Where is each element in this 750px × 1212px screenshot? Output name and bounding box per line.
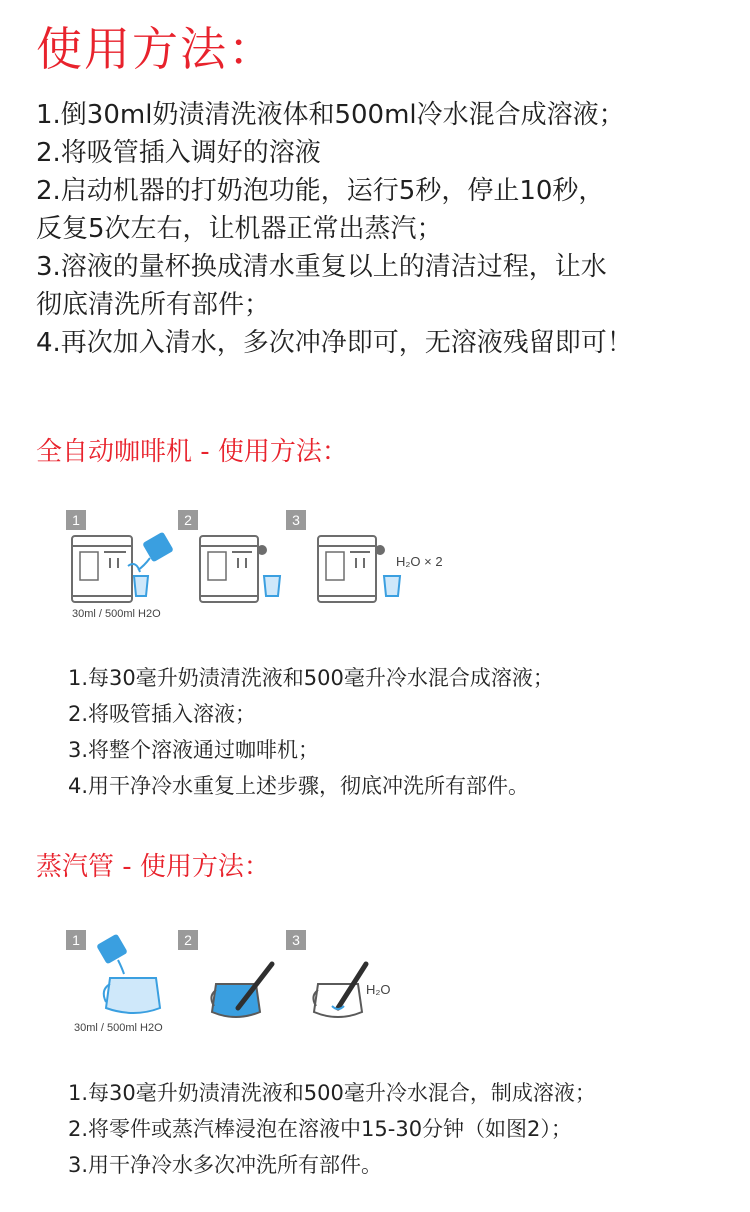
step-number-box: 3 xyxy=(286,510,306,530)
main-step: 2.启动机器的打奶泡功能，运行5秒，停止10秒， xyxy=(36,176,605,206)
coffee-machine-steps xyxy=(68,660,554,804)
milk-pitcher-icon xyxy=(104,978,160,1013)
step-number-box: 1 xyxy=(66,510,86,530)
main-step: 1.倒30ml奶渍清洗液体和500ml冷水混合成溶液； xyxy=(36,100,625,130)
coffee-machine-step: 1.每30毫升奶渍清洗液和500毫升冷水混合成溶液； xyxy=(68,666,554,690)
water-label: H₂O xyxy=(366,982,391,997)
steam-wand-steps xyxy=(68,1075,596,1183)
coffee-machine-icon xyxy=(200,536,267,602)
step-number-box: 1 xyxy=(66,930,86,950)
coffee-machine-section-title: 全自动咖啡机 - 使用方法： xyxy=(36,437,348,467)
water-repeat-label: H₂O × 2 xyxy=(396,554,443,569)
coffee-machine-illustration xyxy=(0,500,750,630)
main-step: 反复5次左右，让机器正常出蒸汽； xyxy=(36,214,443,244)
steam-wand-section-title: 蒸汽管 - 使用方法： xyxy=(36,852,270,882)
milk-pitcher-icon xyxy=(313,984,362,1017)
step-number-box: 2 xyxy=(178,510,198,530)
steam-wand-step: 1.每30毫升奶渍清洗液和500毫升冷水混合，制成溶液； xyxy=(68,1081,596,1105)
coffee-machine-icon xyxy=(72,536,132,602)
figure-caption: 30ml / 500ml H2O xyxy=(72,608,161,620)
main-steps xyxy=(36,96,736,362)
cup-icon xyxy=(264,576,280,596)
coffee-machine-step: 3.将整个溶液通过咖啡机； xyxy=(68,738,320,762)
main-step: 2.将吸管插入调好的溶液 xyxy=(36,138,321,168)
main-step: 4.再次加入清水，多次冲净即可，无溶液残留即可！ xyxy=(36,328,633,358)
steam-wand-step: 2.将零件或蒸汽棒浸泡在溶液中15-30分钟（如图2）； xyxy=(68,1117,572,1141)
figure-caption: 30ml / 500ml H2O xyxy=(74,1022,163,1034)
page-title: 使用方法： xyxy=(36,22,276,76)
steam-wand-step: 3.用干净冷水多次冲洗所有部件。 xyxy=(68,1153,383,1177)
solution-bottle-icon xyxy=(138,531,174,570)
main-step: 彻底清洗所有部件； xyxy=(36,290,271,320)
coffee-machine-step: 2.将吸管插入溶液； xyxy=(68,702,257,726)
main-step: 3.溶液的量杯换成清水重复以上的清洁过程，让水 xyxy=(36,252,607,282)
solution-bottle-icon xyxy=(96,933,128,974)
step-number-box: 2 xyxy=(178,930,198,950)
coffee-machine-step: 4.用干净冷水重复上述步骤，彻底冲洗所有部件。 xyxy=(68,774,530,798)
coffee-machine-icon xyxy=(318,536,385,602)
step-number-box: 3 xyxy=(286,930,306,950)
steam-wand-illustration xyxy=(0,920,750,1045)
cup-icon xyxy=(384,576,400,596)
